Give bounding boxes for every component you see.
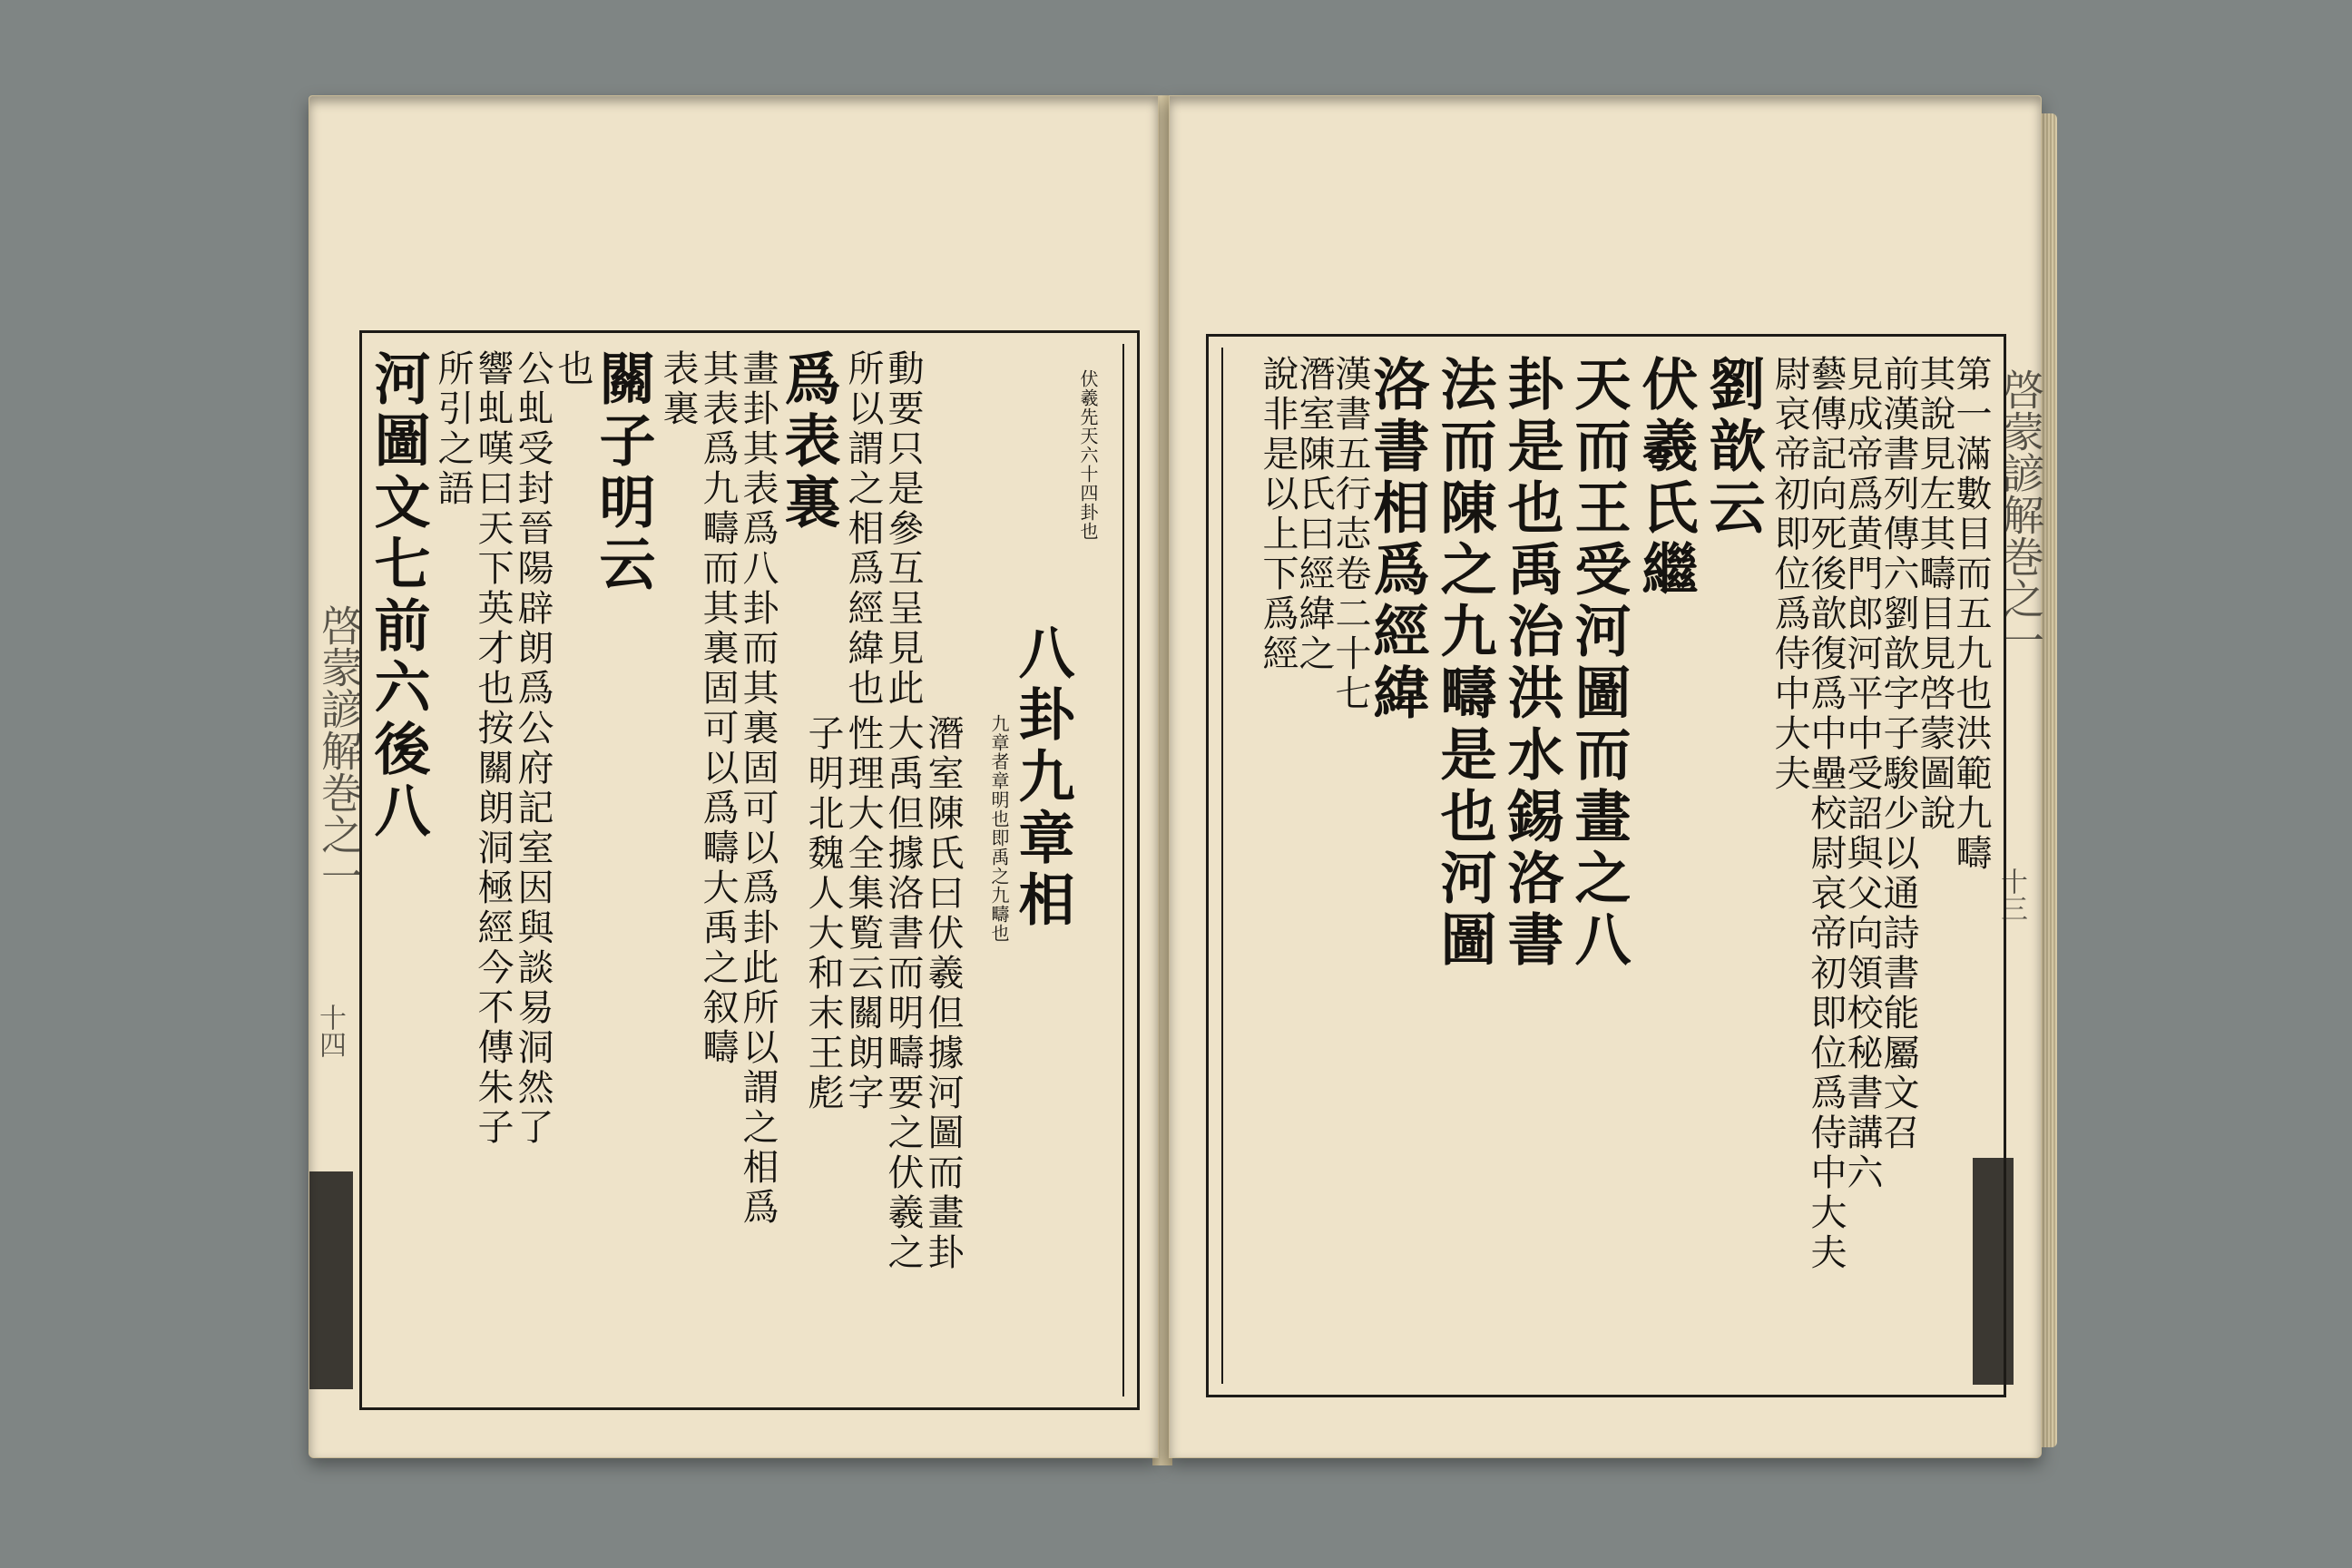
- text-column: 洛書相爲經緯: [1364, 355, 1430, 725]
- text-column: 尉哀帝初即位爲侍中大夫: [1769, 355, 1810, 794]
- left-text-frame: [359, 330, 1140, 1410]
- text-column: 潛室陳氏曰經緯之: [1293, 355, 1335, 674]
- text-column: 第一滿數目而五九也洪範九疇: [1950, 355, 1992, 874]
- text-column: 響虬嘆曰天下英才也按關朗洞極經今不傳朱子: [472, 349, 514, 1148]
- text-column: 漢書五行志卷二十七: [1329, 355, 1371, 714]
- text-column: 其表爲九疇而其裏固可以爲疇大禹之叙疇: [697, 349, 739, 1068]
- text-column: 子明北魏人大和末王彪: [802, 714, 844, 1113]
- right-frame-inner-rule: [1221, 348, 1223, 1384]
- text-column: 爲表裏: [775, 349, 841, 534]
- text-column: 河圖文七前六後八: [365, 349, 431, 843]
- left-margin-ink-block: [309, 1171, 353, 1389]
- text-column: 畫卦其表爲八卦而其裏固可以爲卦此所以謂之相爲: [737, 349, 779, 1228]
- annotation-column: 伏羲先天六十四卦也: [1077, 369, 1099, 541]
- text-column: 性理大全集覧云關朗字: [842, 714, 884, 1113]
- text-column: 見成帝爲黄門郎河平中受詔與父向領校秘書講六: [1841, 355, 1883, 1193]
- text-column: 表裏: [657, 349, 699, 429]
- left-margin-number: 十四: [314, 1004, 346, 1058]
- text-column: 前漢書列傳六劉歆字子駿少以通詩書能屬文召: [1877, 355, 1919, 1153]
- text-column: 潛室陳氏曰伏羲但據河圖而畫卦: [922, 714, 964, 1273]
- text-column: 伏羲氏繼: [1632, 355, 1699, 602]
- right-text-frame: [1206, 334, 2006, 1397]
- right-margin-title: 啓蒙諺解巻之一: [1996, 368, 2045, 661]
- text-column: 所以謂之相爲經緯也: [842, 349, 884, 709]
- text-column: 說非是以上下爲經: [1257, 355, 1298, 674]
- text-column: 其說見左其疇目見啓蒙圖說: [1914, 355, 1955, 834]
- text-column: 劉歆云: [1700, 355, 1766, 540]
- left-margin-title: 啓蒙諺解巻之一: [315, 604, 364, 897]
- text-column: 也: [552, 349, 593, 389]
- left-frame-inner-rule: [1122, 344, 1124, 1396]
- left-page: [309, 95, 1159, 1458]
- text-column: 藝傳記向死後歆復爲中壘校尉哀帝初即位爲侍中大夫: [1805, 355, 1847, 1273]
- right-margin-number: 十三: [1995, 867, 2027, 922]
- text-column: 八卦九章相: [1009, 623, 1075, 932]
- text-column: 動要只是參互呈見此: [882, 349, 924, 709]
- text-column: 所引之語: [432, 349, 474, 509]
- right-page: [1169, 95, 2045, 1458]
- text-column: 天而王受河圖而畫之八: [1565, 355, 1632, 972]
- text-column: 法而陳之九疇是也河圖: [1431, 355, 1497, 972]
- text-column: 公虬受封晉陽辟朗爲公府記室因與談易洞然了: [512, 349, 554, 1148]
- text-column: 關子明云: [590, 349, 656, 596]
- annotation-column: 九章者章明也即禹之九疇也: [988, 714, 1010, 943]
- text-column: 卦是也禹治洪水錫洛書: [1498, 355, 1564, 972]
- open-book: [299, 95, 2055, 1475]
- text-column: 大禹但據洛書而明疇要之伏羲之: [882, 714, 924, 1273]
